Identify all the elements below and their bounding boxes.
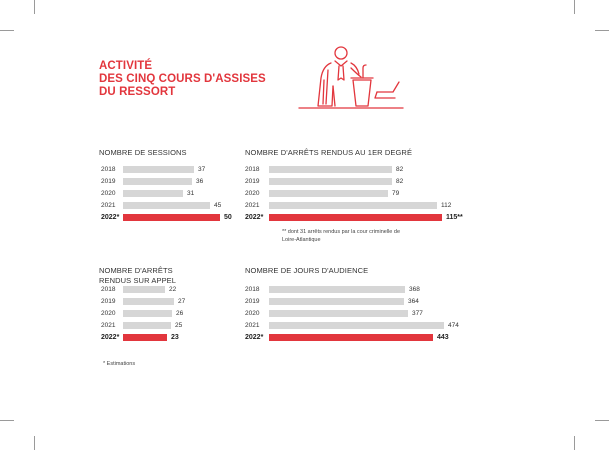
crop-mark	[595, 30, 609, 31]
value-label: 364	[408, 298, 419, 305]
bar	[123, 334, 167, 341]
category-label: 2018	[245, 166, 260, 173]
bar	[269, 190, 388, 197]
category-label: 2019	[245, 298, 260, 305]
category-label: 2019	[101, 178, 116, 185]
value-label: 368	[409, 286, 420, 293]
value-label: 79	[392, 190, 400, 197]
chart-jours-audience	[245, 285, 475, 341]
footnote-estimations: * Estimations	[103, 361, 136, 367]
chart-title-arrets-appel: NOMBRE D'ARRÊTS RENDUS SUR APPEL	[99, 266, 177, 285]
category-label: 2021	[245, 202, 260, 209]
bar	[123, 166, 194, 173]
value-label: 37	[198, 166, 206, 173]
value-label: 474	[448, 322, 459, 329]
bar	[123, 202, 210, 209]
value-label: 377	[412, 310, 423, 317]
category-label: 2021	[101, 202, 116, 209]
chart-title-arrets-1er-degre: NOMBRE D'ARRÊTS RENDUS AU 1ER DEGRÉ	[245, 148, 413, 157]
value-label: 26	[176, 310, 184, 317]
crop-mark	[574, 436, 575, 450]
chart-arrets-1er-degre	[245, 165, 475, 221]
value-label: 82	[396, 178, 404, 185]
value-label: 31	[187, 190, 195, 197]
category-label: 2022*	[245, 214, 264, 221]
bar	[123, 178, 192, 185]
bar	[269, 322, 444, 329]
value-label: 115**	[446, 214, 463, 221]
judge-at-lectern-icon	[295, 44, 407, 116]
value-label: 112	[441, 202, 452, 209]
value-label: 36	[196, 178, 204, 185]
value-label: 443	[437, 334, 449, 341]
bar	[123, 310, 172, 317]
value-label: 50	[224, 214, 232, 221]
bar	[269, 166, 392, 173]
page-title-line: DU RESSORT	[99, 86, 176, 98]
value-label: 45	[214, 202, 222, 209]
chart-title-jours-audience: NOMBRE DE JOURS D'AUDIENCE	[245, 266, 369, 275]
category-label: 2019	[245, 178, 260, 185]
category-label: 2021	[101, 322, 116, 329]
bar	[269, 214, 442, 221]
crop-mark	[574, 0, 575, 14]
category-label: 2022*	[101, 334, 120, 341]
crop-mark	[34, 436, 35, 450]
bar	[269, 202, 437, 209]
bar	[269, 298, 404, 305]
category-label: 2019	[101, 298, 116, 305]
chart-sessions	[101, 165, 231, 221]
page-title-line: DES CINQ COURS D'ASSISES	[99, 73, 266, 85]
category-label: 2022*	[101, 214, 120, 221]
bar	[269, 178, 392, 185]
chart-arrets-appel	[101, 285, 231, 341]
category-label: 2018	[245, 286, 260, 293]
crop-mark	[0, 420, 14, 421]
value-label: 27	[178, 298, 186, 305]
category-label: 2020	[245, 190, 260, 197]
value-label: 23	[171, 334, 179, 341]
crop-mark	[34, 0, 35, 14]
chart-title-sessions: NOMBRE DE SESSIONS	[99, 148, 187, 157]
category-label: 2018	[101, 166, 116, 173]
bar	[269, 286, 405, 293]
value-label: 25	[175, 322, 183, 329]
category-label: 2020	[101, 190, 116, 197]
bar	[123, 286, 165, 293]
category-label: 2021	[245, 322, 260, 329]
bar	[269, 334, 433, 341]
page-title	[99, 60, 266, 99]
value-label: 82	[396, 166, 404, 173]
category-label: 2020	[101, 310, 116, 317]
category-label: 2018	[101, 286, 116, 293]
footnote-cour-criminelle: ** dont 31 arrêts rendus par la cour criminelle de Loire-Atlantique	[282, 229, 401, 243]
page-title-line: ACTIVITÉ	[99, 60, 153, 72]
crop-mark	[595, 420, 609, 421]
bar	[123, 322, 171, 329]
category-label: 2020	[245, 310, 260, 317]
value-label: 22	[169, 286, 177, 293]
bar	[123, 214, 220, 221]
crop-mark	[0, 30, 14, 31]
bar	[269, 310, 408, 317]
category-label: 2022*	[245, 334, 264, 341]
bar	[123, 298, 174, 305]
bar	[123, 190, 183, 197]
